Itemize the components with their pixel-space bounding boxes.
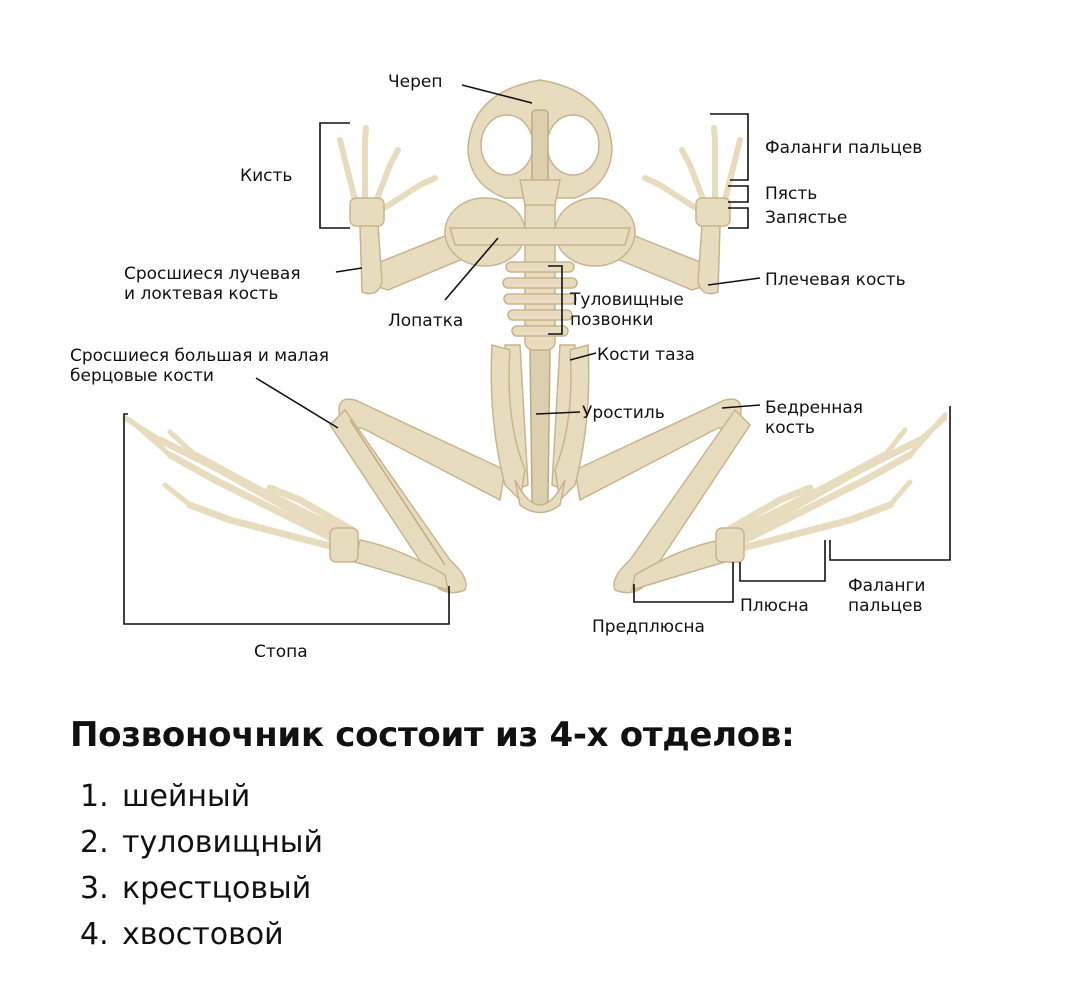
- label-radioulna-2: и локтевая кость: [124, 284, 279, 304]
- label-metacarpus: Пясть: [765, 184, 818, 204]
- pelvis: [491, 345, 589, 513]
- label-femur-2: кость: [765, 418, 815, 438]
- label-trunk-vertebrae-1: Туловищные: [570, 290, 684, 310]
- skull: [468, 80, 612, 205]
- right-forelimb: [610, 128, 740, 294]
- label-femur-1: Бедренная: [765, 398, 863, 418]
- label-skull: Череп: [388, 72, 443, 92]
- label-trunk-vertebrae-2: позвонки: [570, 310, 654, 330]
- spine-sections-list: [80, 774, 323, 958]
- list-item: [80, 866, 323, 912]
- spine-sections-heading: Позвоночник состоит из 4-х отделов:: [70, 715, 795, 755]
- label-wrist: Запястье: [765, 208, 848, 228]
- list-item: [80, 820, 323, 866]
- label-radioulna-1: Сросшиеся лучевая: [124, 264, 301, 284]
- list-item-number: 3.: [80, 871, 109, 906]
- list-item-text: хвостовой: [122, 917, 284, 952]
- left-hind-leg: [125, 399, 505, 592]
- list-item-number: 1.: [80, 779, 109, 814]
- list-item-number: 2.: [80, 825, 109, 860]
- right-hind-leg: [575, 399, 945, 592]
- list-item-text: крестцовый: [122, 871, 312, 906]
- label-tarsus: Предплюсна: [592, 617, 705, 637]
- list-item: [80, 774, 323, 820]
- label-scapula: Лопатка: [388, 311, 464, 331]
- list-item: [80, 912, 323, 958]
- list-item-number: 4.: [80, 917, 109, 952]
- list-item-text: шейный: [122, 779, 251, 814]
- label-pelvis: Кости таза: [597, 345, 695, 365]
- label-toe-phalanges-1: Фаланги: [848, 576, 926, 596]
- label-humerus: Плечевая кость: [765, 270, 906, 290]
- label-finger-phalanges: Фаланги пальцев: [765, 138, 923, 158]
- label-toe-phalanges-2: пальцев: [848, 596, 923, 616]
- list-item-text: туловищный: [122, 825, 323, 860]
- label-tibiofibula-2: берцовые кости: [70, 366, 214, 386]
- label-tibiofibula-1: Сросшиеся большая и малая: [70, 346, 330, 366]
- label-urostyle: Уростиль: [582, 403, 665, 423]
- label-hand: Кисть: [240, 166, 293, 186]
- label-foot: Стопа: [254, 642, 308, 662]
- label-metatarsus: Плюсна: [740, 596, 809, 616]
